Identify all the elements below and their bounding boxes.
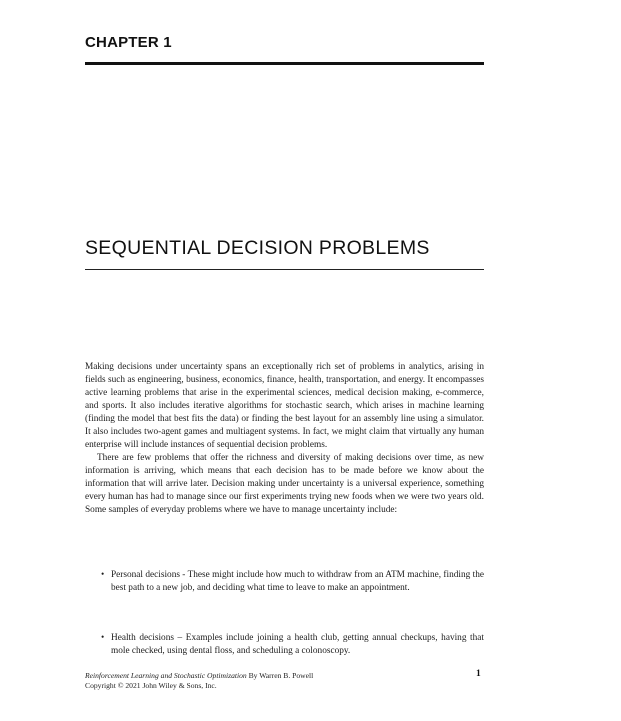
- bullet-text: Personal decisions - These might include how much to withdraw from an ATM machine, finding the best path to a new job, and deciding what time to leave to make an appointment.: [111, 570, 484, 593]
- page-number: 1: [476, 669, 481, 679]
- chapter-title: SEQUENTIAL DECISION PROBLEMS: [85, 237, 430, 259]
- chapter-rule: [85, 62, 484, 65]
- paragraph-1: Making decisions under uncertainty spans an exceptionally rich set of problems in analytics, arising in fields such as engineering, business, economics, finance, health, transportation, and energy. It encompasses active learning problems that arise in the experimental sciences, medical decision making, e-commerce, and sports. It also includes iterative algorithms for stochastic search, which arises in machine learning (finding the model that best fits the data) or finding the best layout for an assembly line using a simulator. It also includes two-agent games and multiagent systems. In fact, we might claim that virtually any human enterprise will include instances of sequential decision problems.: [85, 362, 484, 450]
- bullet-list-item-personal: [85, 569, 484, 595]
- title-rule: [85, 269, 484, 270]
- paragraph-2: There are few problems that offer the richness and diversity of making decisions over time, as new information is arriving, which means that each decision has to be made before we know about the information that will arrive later. Decision making under uncertainty is a universal experience, something every human has had to manage since our first experiments trying new foods when we were two years old. Some samples of everyday problems where we have to manage uncertainty include:: [85, 453, 484, 515]
- list-item: [85, 569, 484, 595]
- bullet-symbol: •: [101, 570, 105, 580]
- body-text: [85, 361, 484, 517]
- list-item: [85, 632, 484, 658]
- footer-author: By Warren B. Powell: [246, 671, 314, 680]
- bullet-list-item-health: [85, 632, 484, 658]
- bullet-text: Health decisions – Examples include joining a health club, getting annual checkups, having that mole checked, using dental floss, and scheduling a colonoscopy.: [111, 633, 484, 656]
- footer-citation: [85, 671, 313, 681]
- bullet-symbol: •: [101, 633, 105, 643]
- chapter-label: CHAPTER 1: [85, 34, 172, 51]
- footer-book-title: Reinforcement Learning and Stochastic Optimization: [85, 671, 247, 680]
- footer-copyright: Copyright © 2021 John Wiley & Sons, Inc.: [85, 681, 217, 690]
